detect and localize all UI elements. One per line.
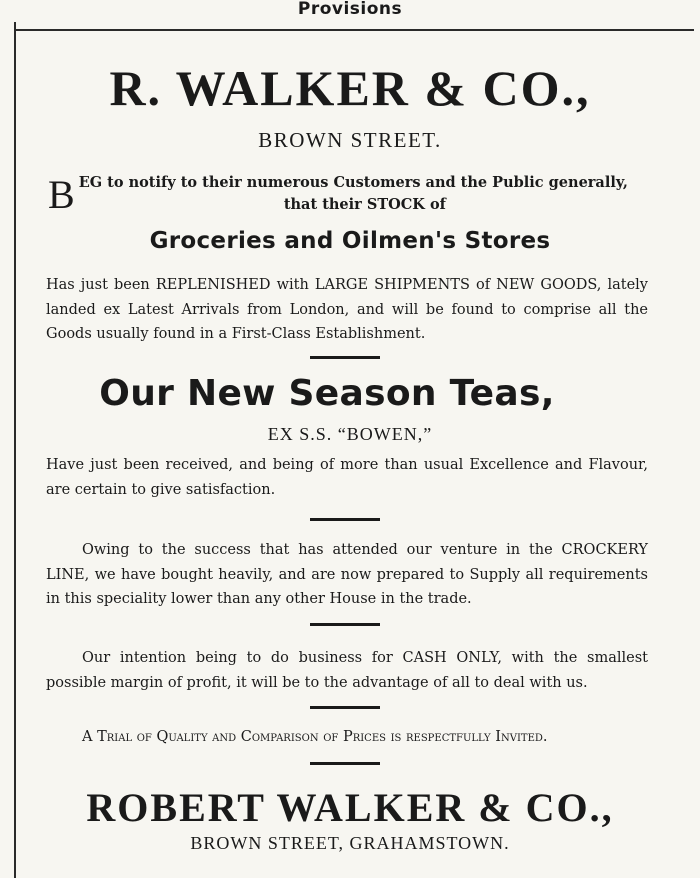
drop-cap: B [48, 172, 75, 217]
teas-heading: Our New Season Teas, [99, 373, 555, 414]
divider-rule [310, 762, 380, 765]
signature-address: BROWN STREET, GRAHAMSTOWN. [190, 833, 510, 853]
divider-rule [310, 518, 380, 521]
signature-name: ROBERT WALKER & CO., [86, 785, 614, 830]
cash-only-paragraph: Our intention being to do business for CASH ONLY, with the smallest possible margin of profit, it will be to the advantage of all to deal with us. [46, 650, 648, 691]
groceries-heading: Groceries and Oilmen's Stores [149, 228, 551, 254]
replenished-paragraph: Has just been REPLENISHED with LARGE SHIPMENTS of NEW GOODS, lately landed ex Latest Arrivals from London, and will be found to comprise all the Goods usually found in a First-Class Establishment. [46, 277, 648, 342]
intro-notice [46, 172, 651, 216]
section-header: Provisions [297, 0, 403, 19]
advertiser-name: R. WALKER & CO., [109, 60, 591, 116]
teas-paragraph: Have just been received, and being of more than usual Excellence and Flavour, are certain to give satisfaction. [46, 457, 648, 498]
crockery-paragraph: Owing to the success that has attended our venture in the CROCKERY LINE, we have bought heavily, and are now prepared to Supply all requirements in this speciality lower than any other House in the trade. [46, 542, 648, 607]
trial-paragraph: A Trial of Quality and Comparison of Prices is respectfully Invited. [82, 729, 548, 745]
divider-rule [310, 623, 380, 626]
advertiser-street: BROWN STREET. [258, 128, 442, 152]
intro-line-1: EG to notify to their numerous Customers and the Public generally, [78, 174, 628, 191]
intro-line-2: that their STOCK of [283, 196, 446, 213]
header-rule [14, 29, 694, 31]
divider-rule [310, 356, 380, 359]
teas-ship-line: EX S.S. “BOWEN,” [267, 424, 433, 444]
divider-rule [310, 706, 380, 709]
